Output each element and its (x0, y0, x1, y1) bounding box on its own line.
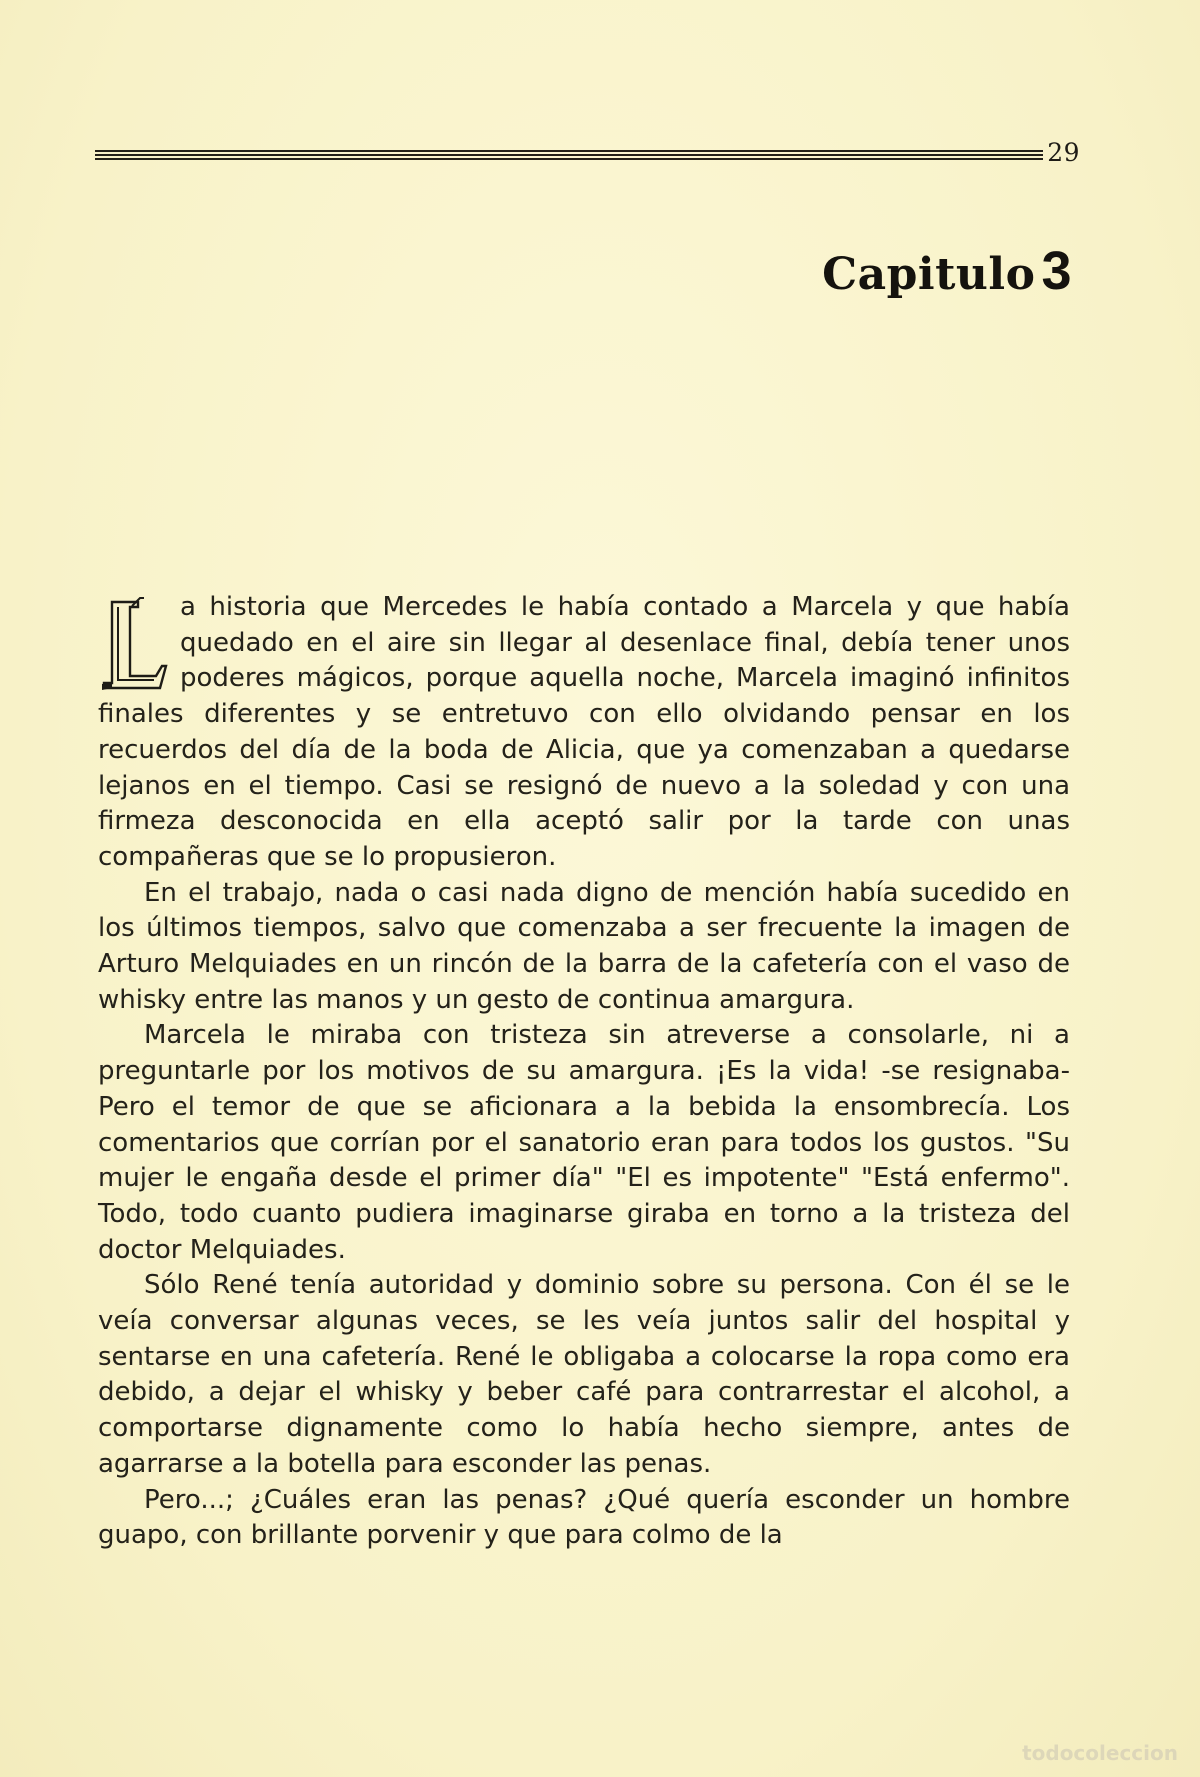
paragraph-4: Sólo René tenía autoridad y dominio sobre su persona. Con él se le veía conversar algunas veces, se les veía juntos salir del hospital y sentarse en una cafetería. René le obligaba a colocarse la ropa como era debido, a dejar el whisky y beber café para contrarrestar el alcohol, a comportarse dignamente como lo había hecho siempre, antes de agarrarse a la botella para esconder las penas. (98, 1270, 1070, 1479)
header-rule (95, 150, 1043, 162)
page-number: 29 (1047, 138, 1080, 167)
paragraph-2: En el trabajo, nada o casi nada digno de mención había sucedido en los últimos tiempos, salvo que comenzaba a ser frecuente la imagen de Arturo Melquiades en un rincón de la barra de la cafetería con el vaso de whisky entre las manos y un gesto de continua amargura. (98, 877, 1070, 1015)
running-header (95, 138, 1080, 174)
body-text (98, 590, 1070, 1554)
paragraph-3: Marcela le miraba con tristeza sin atreverse a consolarle, ni a preguntarle por los motivos de su amargura. ¡Es la vida! -se resignaba- Pero el temor de que se aficionara a la bebida la ensombrecía. Los comentarios que corrían por el sanatorio eran para todos los gustos. "Su mujer le engaña desde el primer día" "El es impotente" "Está enfermo". Todo, todo cuanto pudiera imaginarse giraba en torno a la tristeza del doctor Melquiades. (98, 1020, 1070, 1265)
drop-cap-letter-l-icon (98, 596, 172, 696)
chapter-number: 3 (1041, 241, 1072, 301)
watermark: todocoleccion (1022, 1741, 1178, 1765)
chapter-word: Capitulo (822, 249, 1036, 300)
paragraph-1: a historia que Mercedes le había contado a Marcela y que había quedado en el aire sin llegar al desenlace final, debía tener unos poderes mágicos, porque aquella noche, Marcela imaginó infinitos finales diferentes y se entretuvo con ello olvidando pensar en los recuerdos del día de la boda de Alicia, que ya comenzaban a quedarse lejanos en el tiempo. Casi se resignó de nuevo a la soledad y con una firmeza desconocida en ella aceptó salir por la tarde con unas compañeras que se lo propusieron. (98, 592, 1070, 872)
chapter-heading (822, 240, 1072, 302)
paragraph-5: Pero...; ¿Cuáles eran las penas? ¿Qué quería esconder un hombre guapo, con brillante porvenir y que para colmo de la (98, 1484, 1070, 1551)
